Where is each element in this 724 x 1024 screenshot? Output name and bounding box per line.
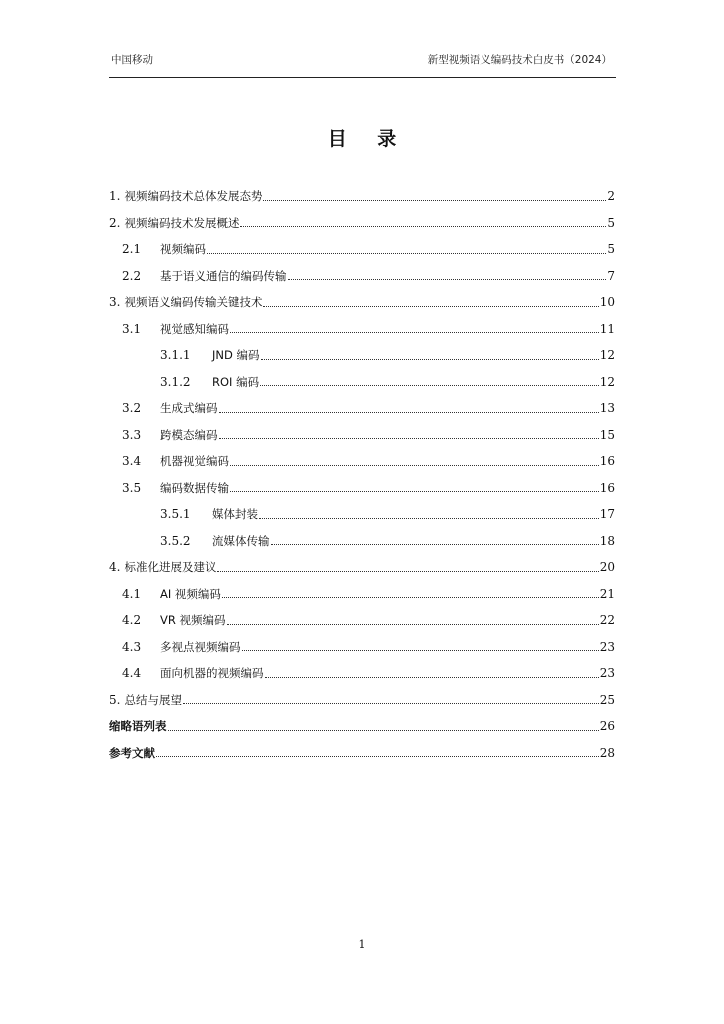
toc-dot-leader <box>242 650 599 651</box>
toc-entry-label: ROI 编码 <box>212 374 260 389</box>
header-divider <box>109 77 616 78</box>
toc-entry-number: 4. <box>109 560 121 575</box>
toc-entry-number: 3. <box>109 295 121 310</box>
toc-entry-page: 18 <box>599 533 615 548</box>
toc-entry-label: 视觉感知编码 <box>160 321 229 336</box>
toc-entry-number: 3.1.1 <box>160 348 191 363</box>
toc-entry-label: 媒体封装 <box>212 507 258 522</box>
toc-entry-page: 22 <box>599 613 615 628</box>
toc-entry[interactable] <box>109 236 615 263</box>
toc-entry[interactable] <box>109 687 615 714</box>
toc-entry[interactable] <box>109 713 615 740</box>
toc-entry-number: 4.4 <box>122 666 142 681</box>
toc-entry-page: 11 <box>599 321 615 336</box>
toc-entry-label: 参考文献 <box>109 745 155 760</box>
toc-entry-page: 12 <box>599 348 615 363</box>
toc-entry-number: 3.2 <box>122 401 142 416</box>
toc-entry[interactable] <box>109 634 615 661</box>
toc-dot-leader <box>271 544 599 545</box>
toc-entry[interactable] <box>109 501 615 528</box>
toc-dot-leader <box>156 756 599 757</box>
toc-entry-page: 23 <box>599 639 615 654</box>
toc-entry[interactable] <box>109 528 615 555</box>
toc-entry[interactable] <box>109 581 615 608</box>
toc-entry-label: 缩略语列表 <box>109 719 167 734</box>
toc-entry-page: 20 <box>599 560 615 575</box>
toc-dot-leader <box>265 677 599 678</box>
toc-title: 目 录 <box>327 128 409 150</box>
toc-entry-number: 2.2 <box>122 268 142 283</box>
toc-entry[interactable] <box>109 210 615 237</box>
toc-entry-page: 23 <box>599 666 615 681</box>
toc-dot-leader <box>183 703 599 704</box>
toc-entry[interactable] <box>109 660 615 687</box>
toc-dot-leader <box>261 359 599 360</box>
toc-dot-leader <box>263 200 606 201</box>
toc-dot-leader <box>263 306 598 307</box>
toc-entry-label: 基于语义通信的编码传输 <box>160 268 287 283</box>
toc-entry-number: 2. <box>109 215 121 230</box>
page-header <box>109 52 616 68</box>
toc-entry-page: 26 <box>599 719 615 734</box>
toc-entry-page: 28 <box>599 745 615 760</box>
toc-entry[interactable] <box>109 316 615 343</box>
toc-entry-number: 5. <box>109 692 121 707</box>
toc-entry-label: AI 视频编码 <box>160 586 221 601</box>
toc-entry-page: 16 <box>599 454 615 469</box>
toc-dot-leader <box>230 491 599 492</box>
toc-dot-leader <box>219 438 599 439</box>
toc-entry-number: 3.1.2 <box>160 374 191 389</box>
toc-dot-leader <box>259 518 599 519</box>
toc-dot-leader <box>260 385 599 386</box>
toc-dot-leader <box>168 730 599 731</box>
toc-dot-leader <box>219 412 599 413</box>
toc-entry-label: VR 视频编码 <box>160 613 226 628</box>
toc-entry-label: JND 编码 <box>212 348 260 363</box>
toc-entry-number: 3.5.1 <box>160 507 191 522</box>
toc-entry-page: 7 <box>607 268 615 283</box>
toc-entry-page: 21 <box>599 586 615 601</box>
toc-entry-label: 面向机器的视频编码 <box>160 666 264 681</box>
toc-entry-page: 12 <box>599 374 615 389</box>
toc-entry[interactable] <box>109 369 615 396</box>
toc-entry-number: 3.5.2 <box>160 533 191 548</box>
toc-entry-label: 多视点视频编码 <box>160 639 241 654</box>
toc-dot-leader <box>230 465 599 466</box>
toc-entry[interactable] <box>109 342 615 369</box>
toc-dot-leader <box>227 624 599 625</box>
toc-dot-leader <box>288 279 607 280</box>
toc-entry-page: 5 <box>607 215 615 230</box>
toc-entry-label: 视频语义编码传输关键技术 <box>124 295 263 310</box>
toc-entry-number: 1. <box>109 189 121 204</box>
toc-entry-page: 15 <box>599 427 615 442</box>
toc-entry-number: 2.1 <box>122 242 142 257</box>
toc-entry-label: 视频编码技术总体发展态势 <box>124 189 263 204</box>
header-organization: 中国移动 <box>111 54 153 66</box>
toc-entry[interactable] <box>109 422 615 449</box>
toc-entry-label: 编码数据传输 <box>160 480 229 495</box>
toc-entry-number: 3.1 <box>122 321 142 336</box>
toc-entry-page: 17 <box>599 507 615 522</box>
toc-entry-number: 3.5 <box>122 480 142 495</box>
toc-entry-label: 跨模态编码 <box>160 427 218 442</box>
toc-dot-leader <box>207 253 606 254</box>
toc-entry-page: 25 <box>599 692 615 707</box>
toc-entry-label: 机器视觉编码 <box>160 454 229 469</box>
toc-entry-page: 16 <box>599 480 615 495</box>
toc-entry-number: 4.2 <box>122 613 142 628</box>
toc-dot-leader <box>217 571 598 572</box>
toc-entry-page: 5 <box>607 242 615 257</box>
toc-entry[interactable] <box>109 554 615 581</box>
toc-entry-page: 2 <box>607 189 615 204</box>
toc-entry-number: 3.3 <box>122 427 142 442</box>
toc-entry-page: 10 <box>599 295 615 310</box>
toc-entry-label: 标准化进展及建议 <box>124 560 217 575</box>
toc-entry[interactable] <box>109 395 615 422</box>
toc-entry-number: 3.4 <box>122 454 142 469</box>
toc-entry-label: 生成式编码 <box>160 401 218 416</box>
page-number: 1 <box>358 938 366 951</box>
header-document-title: 新型视频语义编码技术白皮书（2024） <box>427 54 612 66</box>
toc-entry-label: 视频编码技术发展概述 <box>124 215 240 230</box>
toc-entry[interactable] <box>109 740 615 767</box>
toc-entry[interactable] <box>109 475 615 502</box>
toc-dot-leader <box>240 226 606 227</box>
toc-entry[interactable] <box>109 289 615 316</box>
toc-entry-number: 4.1 <box>122 586 142 601</box>
toc-entry-label: 视频编码 <box>160 242 206 257</box>
toc-entry-label: 总结与展望 <box>124 692 182 707</box>
toc-entry-label: 流媒体传输 <box>212 533 270 548</box>
toc-entry[interactable] <box>109 607 615 634</box>
toc-dot-leader <box>230 332 599 333</box>
toc-entry-number: 4.3 <box>122 639 142 654</box>
toc-entry[interactable] <box>109 183 615 210</box>
table-of-contents <box>109 183 615 766</box>
toc-dot-leader <box>222 597 599 598</box>
toc-entry[interactable] <box>109 448 615 475</box>
toc-entry[interactable] <box>109 263 615 290</box>
toc-entry-page: 13 <box>599 401 615 416</box>
